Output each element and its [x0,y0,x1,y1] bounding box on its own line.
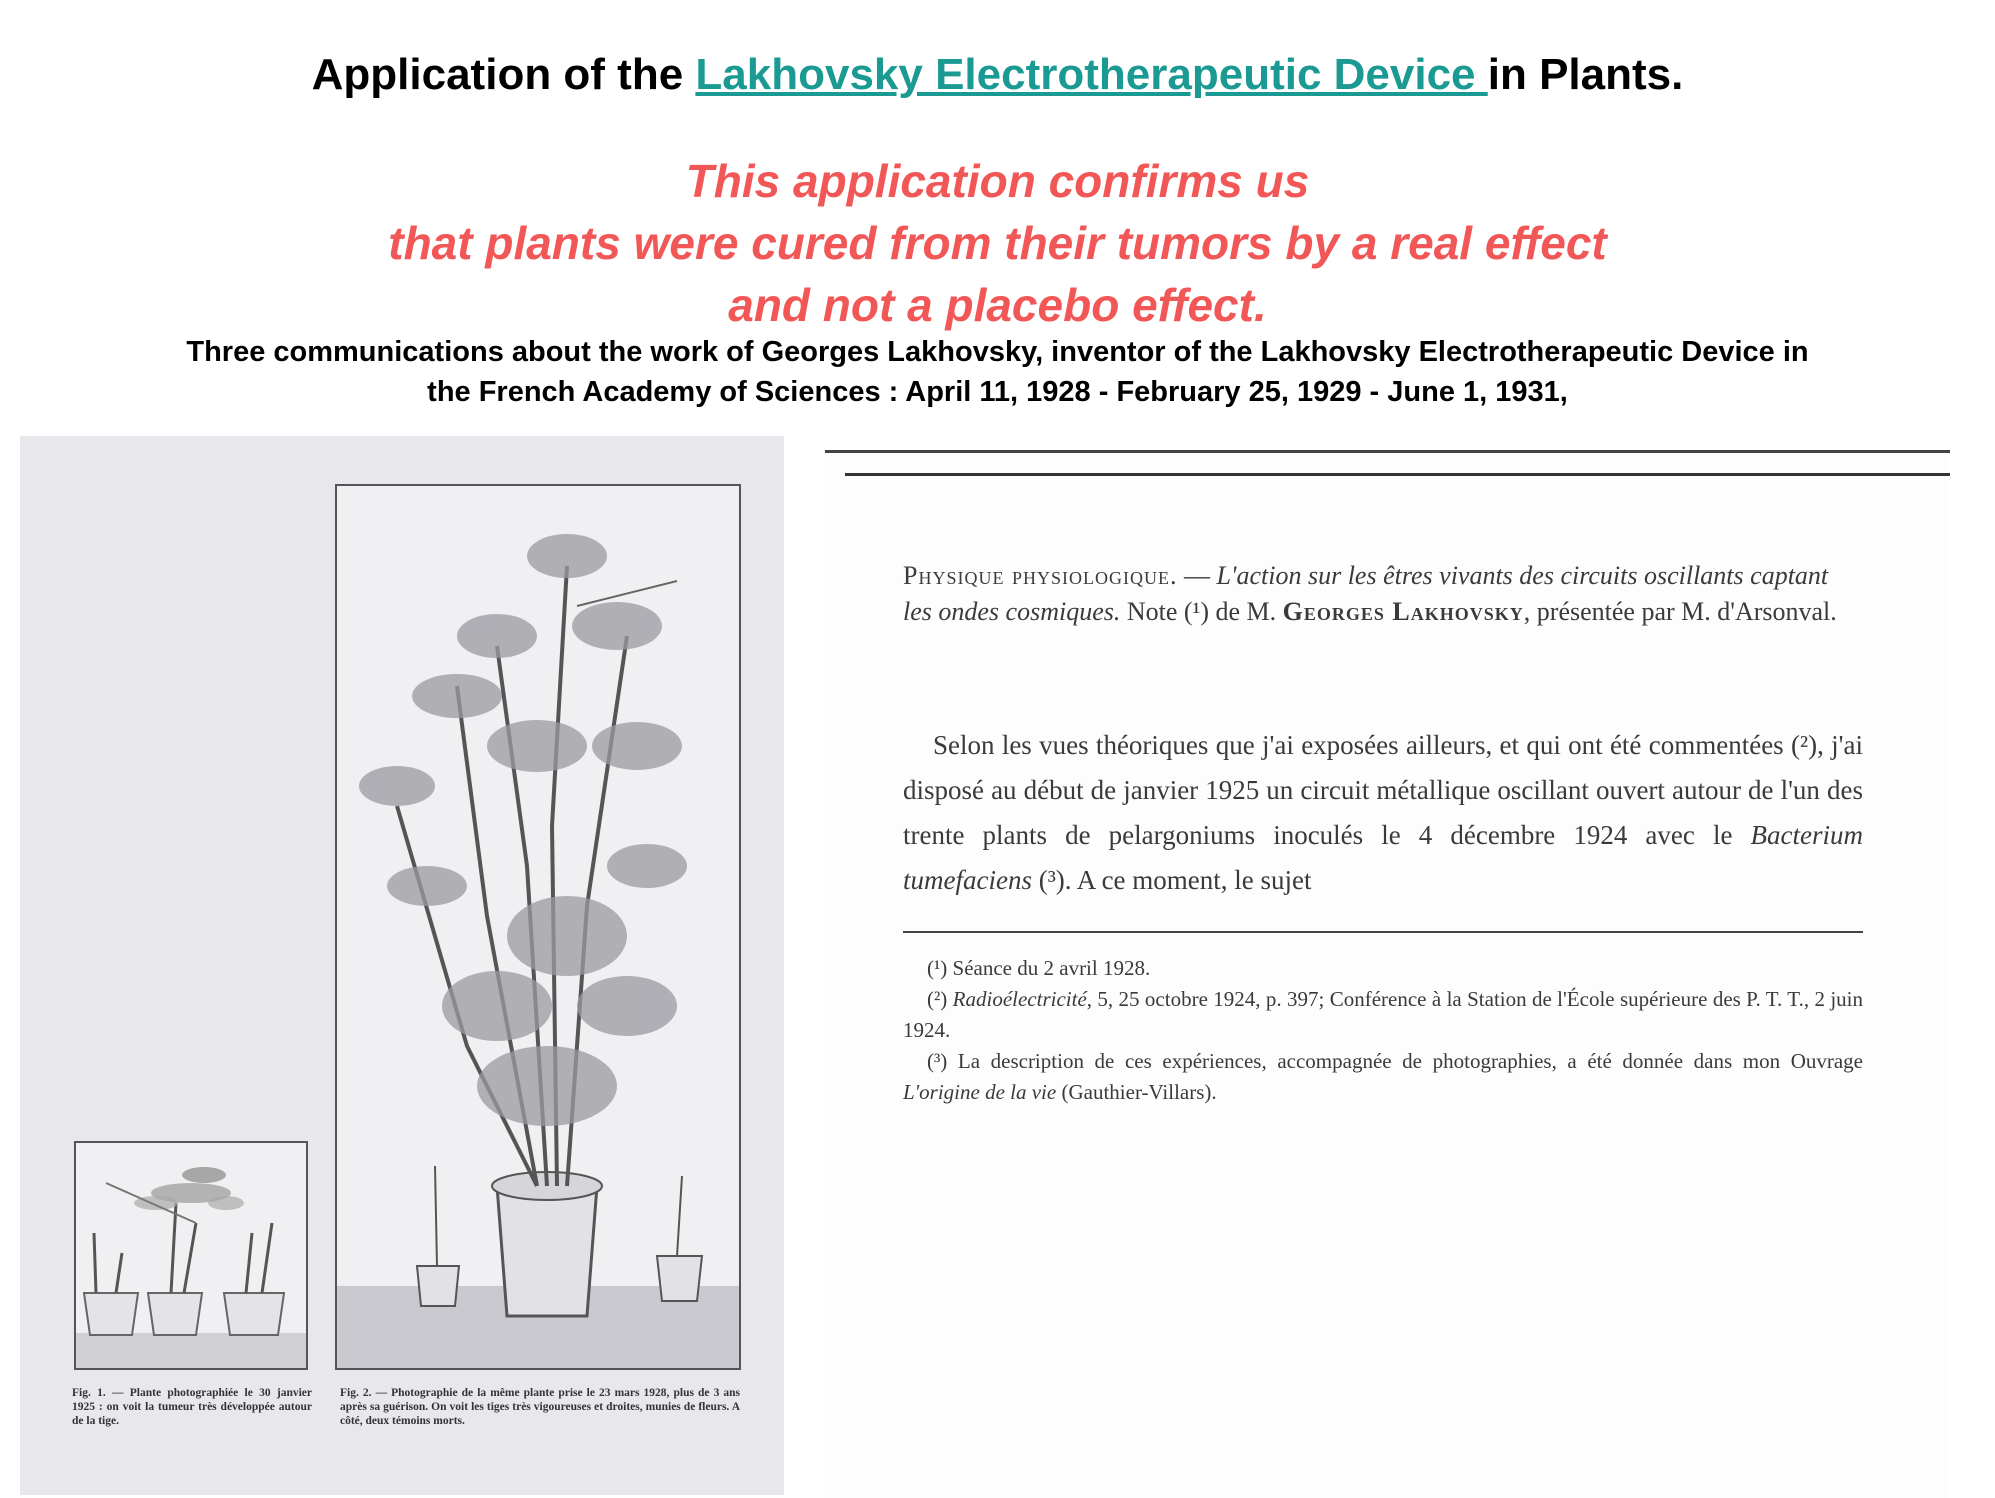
footnotes [903,953,1863,1108]
claim-statement [0,150,1995,336]
footnote-rule [903,931,1863,933]
journal-page-scan [825,450,1950,1498]
footnote-1: (¹) Séance du 2 avril 1928. [927,956,1151,980]
intro-line: the French Academy of Sciences : April 11, 1928 - February 25, 1929 - June 1, 1931, [427,376,1568,408]
title-prefix: Application of the [311,50,696,99]
footnote-2: (²) Radioélectricité, 5, 25 octobre 1924, p. 397; Conférence à la Station de l'École supérieure des P. T. T., 2 juin 1924. [903,987,1863,1042]
figure-2-caption: Fig. 2. — Photographie de la même plante prise le 23 mars 1928, plus de 3 ans après sa guérison. On voit les tiges très vigoureuses et droites, munies de fleurs. A côté, deux témoins morts. [340,1387,740,1427]
claim-line: This application confirms us [685,155,1310,207]
tall-plant-image [337,486,739,1368]
figure-1-photo [74,1141,308,1370]
intro-line: Three communications about the work of Georges Lakhovsky, inventor of the Lakhovsky Electrotherapeutic Device in [186,336,1809,368]
figure-1-caption: Fig. 1. — Plante photographiée le 30 janvier 1925 : on voit la tumeur très développée autour de la tige. [72,1387,312,1427]
section-name: Physique physiologique. [903,561,1178,590]
footnote-3: (³) La description de ces expériences, accompagnée de photographies, a été donnée dans mon Ouvrage L'origine de la vie (Gauthier-Villars). [903,1049,1863,1104]
journal-body: Selon les vues théoriques que j'ai exposées ailleurs, et qui ont été commentées (²), j'ai disposé au début de janvier 1925 un circuit métallique oscillant ouvert autour de l'un des trente plants de pelargoniums inoculés le 4 décembre 1924 avec le Bacterium tumefaciens (³). A ce moment, le sujet [903,730,1863,895]
claim-line: that plants were cured from their tumors by a real effect [388,217,1607,269]
device-link[interactable]: Lakhovsky Electrotherapeutic Device [695,50,1488,99]
intro-text [50,332,1945,412]
page-title [0,50,1995,100]
journal-heading: Physique physiologique. — L'action sur les êtres vivants des circuits oscillants captant les ondes cosmiques. Note (¹) de M. Georges Lakhovsky, présentée par M. d'Arsonval. [903,561,1837,626]
claim-line: and not a placebo effect. [728,279,1267,331]
article-title: L'action sur les êtres vivants des circuits oscillants captant les ondes cosmiques. [903,561,1829,626]
figure-2-photo [335,484,741,1370]
plant-photo-plate [20,436,784,1495]
title-suffix: in Plants. [1487,50,1684,99]
author-name: Georges Lakhovsky [1282,597,1524,626]
journal-top-rule [845,473,1950,476]
potted-plants-image [76,1143,306,1368]
